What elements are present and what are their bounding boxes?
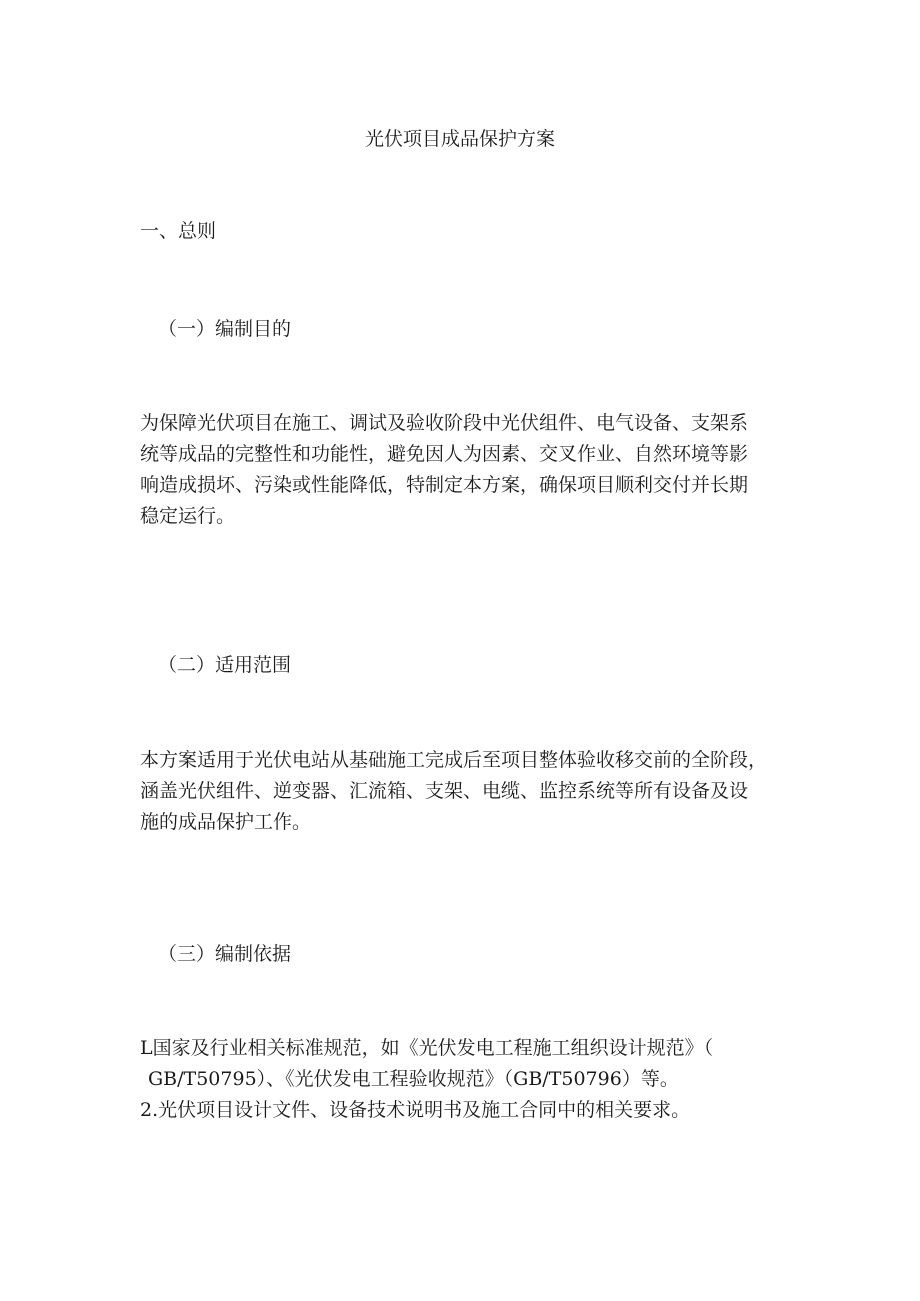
list-item-1-line-1: L国家及行业相关标准规范，如《光伏发电工程施工组织设计规范》（ bbox=[140, 1037, 714, 1059]
paragraph-line: 涵盖光伏组件、逆变器、汇流箱、支架、电缆、监控系统等所有设备及设 bbox=[140, 780, 749, 802]
paragraph-scope bbox=[140, 745, 767, 838]
subsection-heading-basis: （三）编制依据 bbox=[158, 943, 292, 965]
paragraph-line: 稳定运行。 bbox=[140, 505, 236, 527]
list-item-1-line-2: GB/T50795）、《光伏发电工程验收规范》（GB/T50796）等。 bbox=[148, 1068, 679, 1090]
subsection-heading-purpose: （一）编制目的 bbox=[158, 318, 292, 340]
paragraph-line: 施的成品保护工作。 bbox=[140, 811, 312, 833]
subsection-heading-scope: （二）适用范围 bbox=[158, 654, 292, 676]
paragraph-line: 响造成损坏、污染或性能降低，特制定本方案，确保项目顺利交付并长期 bbox=[140, 474, 749, 496]
page-title: 光伏项目成品保护方案 bbox=[364, 128, 555, 150]
section-heading-general: 一、总则 bbox=[140, 220, 217, 242]
paragraph-line: 本方案适用于光伏电站从基础施工完成后至项目整体验收移交前的全阶段， bbox=[140, 749, 768, 771]
paragraph-line: 统等成品的完整性和功能性，避免因人为因素、交叉作业、自然环境等影 bbox=[140, 443, 749, 465]
list-basis bbox=[140, 1033, 713, 1126]
paragraph-line: 为保障光伏项目在施工、调试及验收阶段中光伏组件、电气设备、支架系 bbox=[140, 412, 749, 434]
paragraph-purpose bbox=[140, 408, 748, 532]
list-item-2: 2.光伏项目设计文件、设备技术说明书及施工合同中的相关要求。 bbox=[140, 1099, 691, 1121]
